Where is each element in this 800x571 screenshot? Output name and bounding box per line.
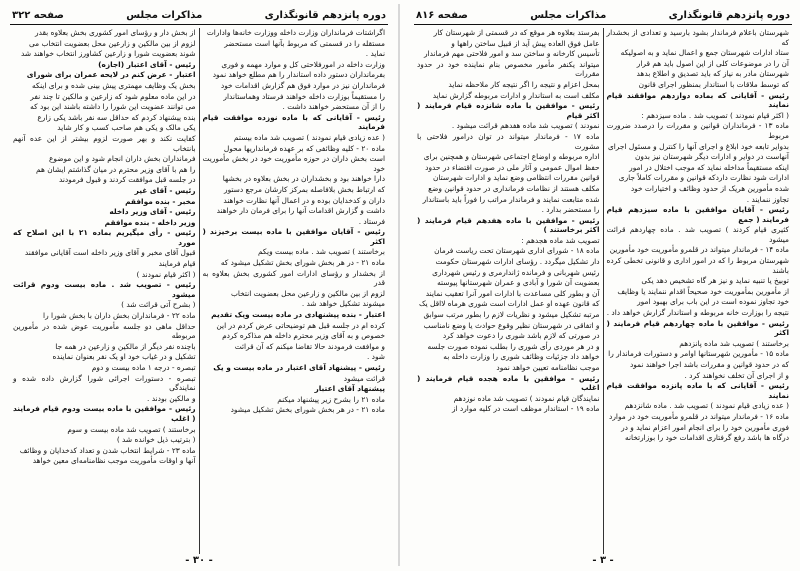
right-page-footer: - ۳ -: [592, 555, 614, 564]
text-line: توبیخ یا تنبیه نماید و نیز هر گاه تشخیص دهد یکی: [641, 276, 789, 286]
text-line: میشوند تشکیل خواهد شد .: [301, 299, 385, 309]
text-line: ( عده زیادی قیام نمودند ) تصویب شد ماده بیستم: [233, 132, 385, 142]
text-line: آنها و اوقات مأموریت موجب نظامنامه‌ای معین خواهد: [32, 456, 196, 466]
speaker-line: رئیس - آقایانی که با ماده نوزده موافقت قیام فرمایند: [202, 112, 385, 132]
text-line: داشت و گزارش اقدامات آنها را برای فرمان دار خواهند: [216, 206, 385, 216]
text-line: فرستاد .: [358, 216, 385, 226]
left-page-columns: [10, 28, 388, 554]
right-page-header: [414, 6, 792, 25]
text-line: را از آن مستحضر خواهند داشت .: [282, 102, 385, 112]
text-line: برخاستند ) تصویب شد ماده بیست و سوم: [67, 424, 196, 434]
speaker-line: رئیس - موافقین با ماده بیست ودوم قیام فرمایند ( اغلب: [13, 404, 196, 423]
speaker-line: رئیس - آقایان موافقین با ماده بیست برخیزند ( اکثر: [202, 227, 385, 246]
text-line: و موافقت فرمودند حالا تقاضا میکنم که آن قرائت: [234, 341, 385, 351]
left-series-title: دوره پانزدهم قانونگذاری: [264, 9, 386, 21]
text-line: شهرستان مادر به نیاز که باید تصدیق و اطلاع بدهد: [636, 69, 789, 79]
text-line: آنهاست در دوایر و ادارات دیگر شهرستان نیز بدون: [634, 152, 789, 162]
text-line: شده متابعت نمایند و فرماندار مراتب را فوراً باید باستاندار: [422, 194, 600, 204]
text-line: که قانون عهده او عمل ادارات است شوری هرماه لااقل یک: [419, 299, 600, 309]
text-line: نمایندگان قیام نمودند ) تصویب شد ماده نوزدهم: [453, 393, 600, 403]
text-line: را هم با آقای وزیر محترم در میان گذاشتم ایشان هم: [36, 164, 196, 174]
right-page-left-column: [414, 28, 603, 554]
speaker-line: رئیس - آقایانی که بماده دوازدهم موافقند قیام نمایند: [606, 90, 789, 110]
text-line: حفظ اموال عمومی و آثار ملی در صورت اقتضاء در حدود: [425, 162, 600, 172]
right-page-number: صفحه ۸۱۶: [416, 9, 468, 21]
text-line: از بخشدار و رؤسای ادارات امور کشوری بخش بعلاوه به قدر: [202, 268, 385, 288]
speaker-line: رئیس - آقای وزیر داخله: [109, 207, 196, 217]
right-page: [410, 6, 796, 564]
text-line: عامل فوق العاده پیش آید از قبیل ساختن راهها و: [451, 38, 600, 48]
right-journal-title: مذاکرات مجلس: [530, 9, 607, 21]
text-line: قوانین مقررات انتظامی وضع نماید و ادارات شهرستان: [433, 173, 600, 183]
text-line: در جلسه قبل موافقت کردند و قبول فرمودند: [58, 175, 196, 185]
text-line: وزارت داخله در امورفلاحتی کل و موارد مهمه و فوری: [221, 59, 385, 69]
text-line: تصویب شد ماده هجدهم :: [521, 235, 600, 245]
text-line: در این ماده معلوم شود که زارعین و مالکین تا چند نفر: [30, 91, 196, 101]
text-line: در صورتی که لازم باشد شوری را دعوت خواهد کرد: [442, 331, 600, 341]
text-line: شهرستان باعلام فرماندار بشود بارسید و تعدادی از بخشدار که: [606, 28, 789, 47]
text-line: لزوم از بین مالکین و زارعین محل بعضویت انتخاب: [230, 288, 385, 298]
speaker-line: رئیس - تصویب شد . ماده بیست ودوم قرائت میشود: [13, 280, 196, 299]
speaker-line: اعتبار - عرض کنم در لایحه عمران برای شورای: [26, 70, 196, 80]
text-line: مکلف است به استاندار و ادارات مربوطه گزارش نماید: [432, 90, 600, 100]
text-line: ماده ۲۱ - در هر بخش شورای بخش تشکیل میشود که: [220, 258, 385, 268]
text-line: بمحل اعزام و نتیجه را اگر نتیجه کار ملاحظه نماید: [448, 79, 600, 89]
speaker-line: رئیس - آقای اعتبار (اجازه): [98, 59, 196, 69]
text-line: از مأمورین بمأموریت خود صحیحاً اقدام ننمایند یا وظایف: [617, 286, 789, 296]
text-line: ماده ۱۳ - فرمانداران قوانین و مقررات را درصدد ضرورت مربوط: [606, 121, 789, 140]
text-line: که ارتباط بخش بلافاصله بمرکز کارشان مرجع دستور: [224, 184, 385, 194]
text-line: مکلف هستند از نظامات فرمانداری در حدود قوانین وضع: [428, 183, 600, 193]
text-line: ماده ۱۸ - شورای اداری شهرستان تحت ریاست فرمان: [434, 246, 600, 256]
text-line: اینکه مستقیماً مداخله نماید که موجب اختلال در امور: [629, 162, 789, 172]
text-line: قیام فرمایند: [158, 259, 196, 269]
text-line: ماده ۱۶ - فرماندار میتواند در قلمرو مأموریت خود در موارد: [609, 411, 789, 421]
text-line: کفایت نکند و بهر صورت لزوم بیشتر از این عده آنهم بانتخاب: [13, 133, 196, 153]
text-line: دار تشکیل میگردد . رؤسای ادارات شهرستان حکومت: [435, 257, 600, 267]
text-line: کثیری قیام کردند ) تصویب شد . ماده چهاردهم قرائت میشود: [606, 225, 789, 244]
text-line: فوری مأمورین خود را برای انجام امور اعزام نماید و در: [621, 422, 789, 432]
speaker-line: رئیس - آقای غیر: [134, 185, 196, 195]
speaker-line: وزیر داخله - بنده موافقم: [104, 217, 196, 227]
text-line: حداقل ماهی دو جلسه مأموریت عوض شده در مأمورین مربوطه: [13, 321, 196, 341]
speaker-line: رئیس - موافقین با ماده چهاردهم قیام فرمایند ( اکثر: [606, 318, 789, 338]
text-line: درگاه ها باشد رفع گرفتاری اقدامات خود را بوزارتخانه: [625, 433, 789, 443]
text-line: فرمانداران نیز در موارد فوق هم گزارش اقدامات خود: [220, 80, 385, 90]
speaker-line: مخبر - بنده موافقم: [125, 196, 196, 206]
speaker-line: رئیس - آقایان موافقین با ماده سیزدهم قیام فرمایند ( جمع: [606, 205, 789, 224]
text-line: ( بترتیب ذیل خوانده شد ): [116, 435, 196, 445]
left-journal-title: مذاکرات مجلس: [126, 9, 203, 21]
left-page-header: [10, 6, 388, 25]
text-line: شود .: [366, 352, 385, 362]
text-line: تبصره - درجه ۱ ماده بیست و دوم: [91, 363, 196, 372]
text-line: مستقله را در قسمتی که مربوط بآنها است مستحضر: [224, 38, 385, 48]
text-line: اداره مربوطه و اوضاع اجتماعی شهرستان و همچنین برای: [423, 152, 600, 162]
text-line: می توانند عضویت این شورا را داشته باشند این بود که: [30, 102, 196, 112]
text-line: اگراشتات فرمانداران وزارت داخله ووزارت خانه‌ها وادارات: [206, 28, 385, 37]
text-line: شده مأمورین هریک از حدود وظائف و اختیارات خود: [630, 183, 789, 193]
text-line: بنده پیشنهاد کردم که حداقل سه نفر باشد یکی زارع: [37, 112, 196, 122]
text-line: و مالکین بودند .: [147, 393, 196, 403]
right-series-title: دوره پانزدهم قانونگذاری: [668, 9, 790, 21]
text-line: ( اکثر قیام نمودند ) تصویب شد . ماده سیزدهم :: [641, 110, 789, 120]
speaker-line: رئیس - موافقین با ماده هفدهم قیام فرمایند ( اکثر برخاستند ): [417, 215, 600, 235]
text-line: که در حدود قوانین و مقررات باشد اجرا خواهند نمود: [629, 360, 789, 369]
text-line: و در هر موردی رأی شوری را بطلب نموده صورت جلسه: [427, 341, 600, 351]
text-line: نتیجه را بوزارت خانه مربوطه و استاندار گزارش خواهد داد .: [606, 308, 789, 318]
text-line: ماده ۲۳ - شرایط انتخاب شدن و تعداد کدخدایان و وظائف: [19, 445, 196, 455]
left-page-right-column: [200, 28, 389, 554]
text-line: تبصره - دستورات اجرائی شورا گزارش داده شده و نمایندگی: [13, 373, 196, 393]
text-line: موجب نظامنامه تعیین خواهد نمود: [496, 363, 600, 372]
speaker-line: رئیس - موافقین با ماده هجده قیام فرمایند ( اغلب: [417, 373, 600, 393]
left-page: [6, 6, 392, 564]
text-line: نماید .: [365, 49, 385, 59]
left-page-footer: - ۳۰ -: [185, 555, 213, 564]
text-line: ماده ۲۰ - کلیه وظائفی که بر عهده فرمانداریها محول: [223, 143, 385, 153]
text-line: تجاوز ننمایند .: [746, 194, 789, 204]
right-page-columns: [414, 28, 792, 554]
left-page-left-column: [10, 28, 199, 554]
text-line: و اتفاقی در شهرستان نظیر وقوع حوادث یا وضع نامناسب: [423, 320, 600, 330]
text-line: ماده ۱۴ - فرماندار میتواند در قلمرو مأموریت خود مأمورین: [609, 245, 789, 255]
text-line: است بخش داران در حوزه مأموریت خود در بخش مأموریت خود: [202, 154, 385, 173]
speaker-line: اعتبار - بنده پیشنهادی در ماده بیست ویک تقدیم: [211, 310, 385, 320]
text-line: بفرمانداران دستور داده استاندار را هم مطلع خواهد نمود: [212, 70, 385, 80]
text-line: باچنده نفر دیگر از مالکین و زارعین در همه جا: [55, 341, 196, 351]
text-line: آن و بطور کلی مساعدت با ادارات امور آنرا تعقیب نمایند: [425, 288, 600, 298]
left-page-number: صفحه ۳۲۲: [12, 9, 64, 21]
text-line: ستاد ادارات شهرستان جمع و اعمال نماید و به اصولیکه: [620, 48, 789, 58]
text-line: خصوص و به آقای وزیر محترم داخله هم مذاکره کردم: [222, 331, 385, 341]
text-line: ماده ۱۷ - فرماندار میتواند در توان درامور فلاحتی با مشورت: [417, 131, 600, 151]
text-line: بخش یک وظایف مهمتری پیش بینی شده و برای اینکه: [32, 80, 196, 90]
speaker-line: رئیس - رأی میگیریم بماده ۲۱ با این اصلاح که مورد: [13, 228, 196, 247]
text-line: و از اجرای آن تخلف نخواهند کرد .: [684, 370, 789, 380]
text-line: را مستقیماً بوزارت داخله خواهند فرستاد وهماستاندار: [223, 91, 385, 101]
text-line: داران و کدخدایان بوده و در اعمال آنها نظارت خواهند: [223, 195, 385, 205]
text-line: میتواند یکنفر مأمور مخصوص بنام نماینده خود در حدود مقررات: [417, 59, 600, 79]
right-page-right-column: [604, 28, 793, 554]
text-line: ماده ۱۹ - استاندار موظف است در کلیه موارد از: [451, 404, 600, 414]
text-line: بدوایر تابعه خود ابلاغ و اجرای آنها را کنترل و مسئول اجرای: [607, 141, 789, 151]
text-line: ادارات شود نظارت داردکه قوانین و مقررات کاملاً جاری: [618, 173, 789, 183]
text-line: خواهد داد جزئیات وظائف شوری را وزارت داخله به: [443, 352, 600, 362]
text-line: ( اکثر قیام نمودند ): [136, 269, 196, 279]
text-line: را مستحضر بدارد .: [541, 205, 600, 215]
text-line: ماده ۱۵ - مأمورین شهرستانها اوامر و دستورات فرماندار را: [608, 349, 789, 359]
text-line: بفرستد بعلاوه هر موقع که در قسمتی از شهرستان کار: [433, 28, 600, 37]
text-line: دارا خواهند بود و بخشداران در بخش بعلاوه در بخشها: [222, 174, 385, 184]
text-line: قبول آقای مخبر و آقای وزیر داخله است آقایانی موافقند: [24, 248, 196, 258]
speaker-line: پیشنهاد آقای اعتبار: [314, 384, 385, 394]
text-line: برخاستند ) تصویب شد ماده پانزدهم: [679, 338, 789, 348]
text-line: کرده ام در جلسه قبل هم توضیحاتی عرض کردم در این: [216, 320, 385, 330]
text-line: قرائت میشود: [343, 373, 385, 383]
text-line: رئیس شهربانی و فرمانده ژاندارمری و رئیس شهرداری: [432, 267, 600, 277]
speaker-line: رئیس - پیشنهاد آقای اعتبار در ماده بیست و یک: [213, 363, 385, 372]
text-line: شوند بعضویت شورا و زارعین کشاورز انتخاب خواهند شد: [21, 49, 196, 59]
text-line: که توسط ملاقات با استاندار بمنظور اجرای قانون: [638, 79, 789, 89]
text-line: فرمانداران بخش داران انجام شود و این موضوع: [48, 154, 196, 164]
text-line: لزوم از بین مالکین و زارعین محل بعضویت انتخاب می: [29, 38, 196, 48]
page-gutter: [398, 4, 400, 566]
text-line: خود تجاوز نموده است در این باب برای بهبود امور: [637, 297, 789, 307]
text-line: بعضویت آن شورا و آبادی و عمران شهرستانها پیوسته: [437, 278, 600, 288]
text-line: نمودند ) تصویب شد ماده هفدهم قرائت میشود .: [451, 121, 600, 131]
text-line: ( عده زیادی قیام نمودند ) تصویب شد . ماده شانزدهم: [624, 401, 789, 411]
text-line: تأسیس کارخانه و ساختن سد و امور فلاحتی مهم فرماندار: [423, 49, 600, 59]
text-line: از بخش دار و رؤسای امور کشوری بخش بعلاوه بقدر: [35, 28, 196, 37]
speaker-line: رئیس - آقایانی که با ماده پانزده موافقت قیام نمایند: [606, 381, 789, 400]
text-line: ( بشرح آتی قرائت شد ): [121, 300, 196, 310]
text-line: ماده ۲۱ را بشرح زیر پیشنهاد میکنم: [277, 394, 385, 404]
text-line: آن را در موضوعات کلی از این اصول باید هم قرار: [636, 58, 789, 68]
text-line: تشکیل و در غیاب خود او یک نفر بعنوان نماینده: [52, 352, 196, 362]
text-line: شهرستان مربوط را که در امور اداری و قانونی تخطی کرده باشند: [606, 256, 789, 275]
text-line: ماده ۲۱ - در هر بخش شورای بخش تشکیل میشود: [230, 405, 385, 415]
text-line: یکی مالک و یکی هم صاحب کسب و کار شاید: [57, 123, 196, 133]
text-line: ماده ۲۲ - فرمانداران بخش داران با بخش شورا را: [43, 311, 196, 321]
speaker-line: رئیس - موافقین با ماده شانزده قیام فرمایند ( اکثر قیام: [417, 101, 600, 120]
text-line: مرتبه تشکیل میشود و نظریات لازم را بطور مرتب سوابق: [423, 310, 600, 320]
text-line: برخاستند ) تصویب شد . ماده بیست ویکم: [258, 247, 385, 257]
